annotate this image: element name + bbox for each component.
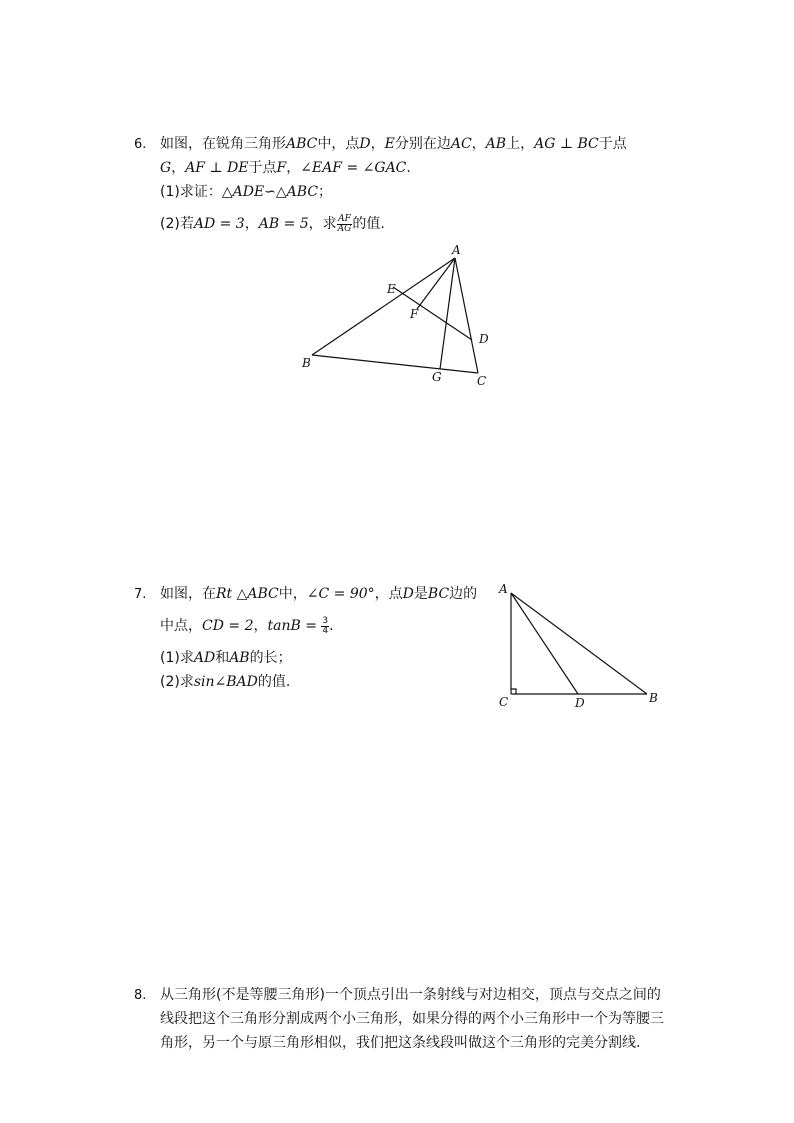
q7-right-triangle-figure (490, 578, 670, 713)
question-number: 7. (134, 587, 147, 602)
segment-ac (455, 258, 478, 373)
q6-part2: (2)若AD = 3，AB = 5，求 $\frac{AF}{AG}$ 的值. (160, 213, 385, 234)
label-c: C (477, 374, 487, 388)
label-b: B (302, 356, 311, 370)
q7-stem-line2: 中点，CD = 2，tanB = $\frac{3}{4}$ . (160, 615, 334, 636)
fraction-3-4: $\frac{3}{4}$ (322, 615, 329, 636)
question-number: 6. (134, 137, 147, 152)
segment-bc (312, 355, 478, 373)
right-angle-mark (511, 689, 516, 694)
q7-part1: (1)求AD和AB的长； (160, 650, 292, 666)
label-d: D (575, 696, 585, 710)
label-d: D (479, 332, 489, 346)
q6-triangle-figure (290, 240, 510, 390)
q7-part2: (2)求sin∠BAD的值. (160, 674, 291, 690)
label-f: F (410, 307, 419, 321)
segment-ed (393, 287, 472, 340)
q6-stem-line2: G，AF ⊥ DE于点F，∠EAF = ∠GAC. (160, 160, 411, 176)
q8-line2: 线段把这个三角形分割成两个小三角形，如果分得的两个小三角形中一个为等腰三 (160, 1011, 664, 1027)
q8-line1: 从三角形(不是等腰三角形)一个顶点引出一条射线与对边相交，顶点与交点之间的 (160, 987, 661, 1003)
q6-stem-line1: 如图，在锐角三角形ABC中，点D，E分别在边AC，AB上，AG ⊥ BC于点 (160, 136, 627, 152)
segment-ab (511, 593, 647, 694)
segment-ab (312, 258, 455, 355)
label-g: G (432, 370, 442, 384)
q8-line3: 角形，另一个与原三角形相似，我们把这条线段叫做这个三角形的完美分割线. (160, 1035, 641, 1051)
fraction-af-ag: $\frac{AF}{AG}$ (337, 213, 352, 234)
label-c: C (499, 695, 509, 709)
q7-stem-line1: 如图，在Rt △ABC中，∠C = 90°，点D是BC边的 (160, 586, 478, 602)
label-b: B (649, 691, 658, 705)
segment-ad (511, 593, 578, 694)
q6-part1: (1)求证：△ADE∽△ABC； (160, 184, 333, 200)
label-a: A (452, 243, 461, 257)
label-e: E (387, 282, 396, 296)
label-a: A (499, 582, 508, 596)
question-number: 8. (134, 988, 147, 1003)
